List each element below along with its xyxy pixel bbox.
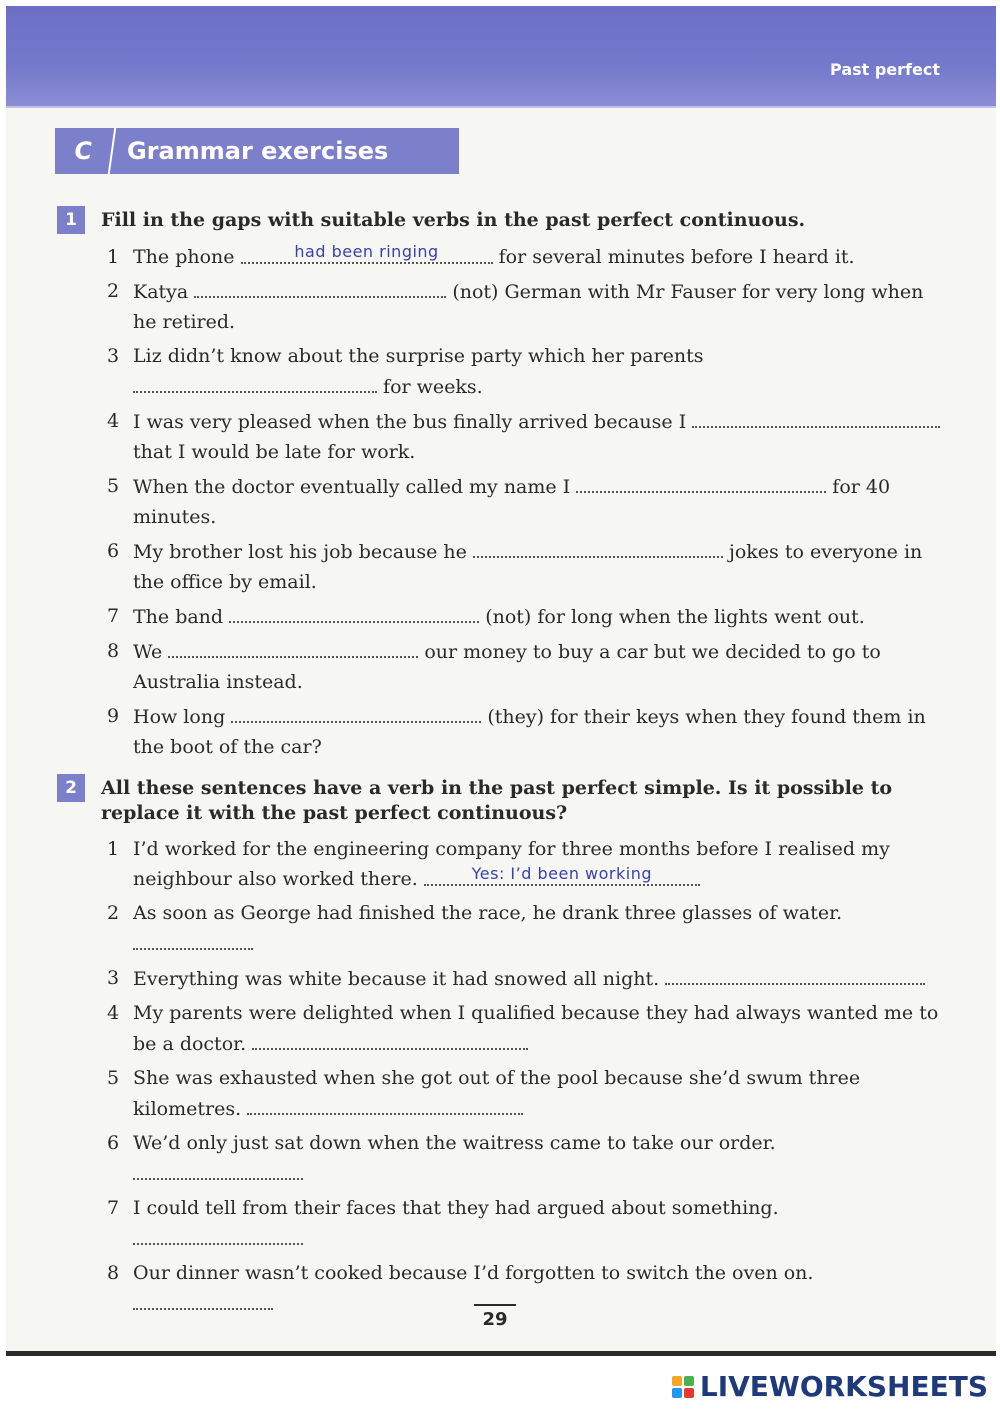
brand-footer[interactable] bbox=[672, 1370, 988, 1403]
answer-gap[interactable] bbox=[168, 636, 418, 658]
ex1-item bbox=[107, 341, 947, 402]
exercise-2-instruction: All these sentences have a verb in the past perfect simple. Is it possible to replace it with the past perfect continuous? bbox=[101, 777, 893, 824]
item-text-before: The band bbox=[133, 606, 224, 628]
item-text-before: Liz didn’t know about the surprise party which her parents bbox=[133, 345, 704, 367]
item-text: Everything was white because it had snowed all night. bbox=[133, 968, 660, 990]
answer-gap[interactable] bbox=[665, 963, 925, 985]
item-text-before: How long bbox=[133, 706, 226, 728]
item-number: 7 bbox=[107, 1197, 120, 1219]
ex2-item bbox=[107, 963, 947, 994]
item-number: 6 bbox=[107, 1132, 120, 1154]
ex1-item bbox=[107, 601, 947, 632]
item-number: 1 bbox=[107, 246, 120, 268]
ex2-item bbox=[107, 1063, 947, 1124]
item-number: 7 bbox=[107, 605, 120, 627]
ex2-item bbox=[107, 834, 947, 894]
item-number: 2 bbox=[107, 902, 120, 924]
item-number: 8 bbox=[107, 640, 120, 662]
answer-gap[interactable] bbox=[133, 928, 253, 950]
item-number: 3 bbox=[107, 967, 120, 989]
answer-gap[interactable] bbox=[133, 1288, 273, 1310]
exercise-2-badge: 2 bbox=[57, 774, 85, 802]
ex1-item bbox=[107, 242, 947, 272]
answer-gap[interactable] bbox=[424, 864, 700, 886]
item-number: 8 bbox=[107, 1262, 120, 1284]
ex2-item bbox=[107, 1258, 947, 1319]
answer-gap[interactable] bbox=[247, 1093, 523, 1115]
item-number: 5 bbox=[107, 475, 120, 497]
item-text-after: (they) for their keys when they found them in the boot of the car? bbox=[133, 706, 926, 758]
answer-gap[interactable] bbox=[576, 471, 826, 493]
section-title: Grammar exercises bbox=[127, 137, 389, 165]
item-text-after: (not) German with Mr Fauser for very long when he retired. bbox=[133, 281, 924, 333]
item-number: 9 bbox=[107, 705, 120, 727]
ex2-item bbox=[107, 998, 947, 1059]
item-text-before: We bbox=[133, 641, 163, 663]
item-text: As soon as George had finished the race, he drank three glasses of water. bbox=[133, 902, 843, 924]
item-number: 3 bbox=[107, 345, 120, 367]
brand-name: LIVEWORKSHEETS bbox=[699, 1370, 988, 1403]
chapter-label: Past perfect bbox=[830, 60, 940, 79]
liveworksheets-logo-icon bbox=[672, 1376, 694, 1398]
item-text-after: jokes to everyone in the office by email. bbox=[133, 541, 923, 593]
item-number: 2 bbox=[107, 280, 120, 302]
item-text-after: our money to buy a car but we decided to go to Australia instead. bbox=[133, 641, 881, 693]
exercise-1-badge: 1 bbox=[57, 206, 85, 234]
item-number: 1 bbox=[107, 838, 120, 860]
exercise-1 bbox=[57, 208, 947, 766]
item-text: I could tell from their faces that they had argued about something. bbox=[133, 1197, 779, 1219]
answer-gap[interactable] bbox=[241, 242, 493, 264]
item-number: 6 bbox=[107, 540, 120, 562]
ex2-item bbox=[107, 898, 947, 959]
ex1-item bbox=[107, 636, 947, 697]
exercise-1-instruction: Fill in the gaps with suitable verbs in the past perfect continuous. bbox=[101, 209, 806, 231]
section-letter: C bbox=[52, 128, 116, 174]
ex1-item bbox=[107, 276, 947, 337]
ex1-item bbox=[107, 536, 947, 597]
answer-gap[interactable] bbox=[229, 601, 479, 623]
item-text: My parents were delighted when I qualified because they had always wanted me to be a doctor. bbox=[133, 1002, 939, 1055]
item-number: 4 bbox=[107, 1002, 120, 1024]
filled-answer: Yes: I’d been working bbox=[471, 864, 653, 883]
answer-gap[interactable] bbox=[692, 406, 940, 428]
ex2-item bbox=[107, 1128, 947, 1189]
ex1-item bbox=[107, 406, 947, 467]
ex2-item bbox=[107, 1193, 947, 1254]
ex1-item bbox=[107, 701, 947, 762]
item-text-before: The phone bbox=[133, 246, 235, 268]
answer-gap[interactable] bbox=[133, 371, 377, 393]
item-number: 4 bbox=[107, 410, 120, 432]
header-band bbox=[6, 6, 996, 108]
item-text-before: I was very pleased when the bus finally arrived because I bbox=[133, 411, 687, 433]
item-text-before: My brother lost his job because he bbox=[133, 541, 467, 563]
exercise-2 bbox=[57, 776, 947, 1323]
answer-gap[interactable] bbox=[252, 1028, 528, 1050]
section-heading bbox=[55, 128, 459, 174]
item-text: We’d only just sat down when the waitress came to take our order. bbox=[133, 1132, 776, 1154]
item-text: Our dinner wasn’t cooked because I’d forgotten to switch the oven on. bbox=[133, 1262, 814, 1284]
answer-gap[interactable] bbox=[473, 536, 723, 558]
item-text-after: that I would be late for work. bbox=[133, 441, 416, 463]
item-text: She was exhausted when she got out of the pool because she’d swum three kilometres. bbox=[133, 1067, 861, 1120]
page-number: 29 bbox=[474, 1304, 516, 1330]
item-text: I’d worked for the engineering company for three months before I realised my neighbour also worked there. bbox=[133, 838, 890, 890]
answer-gap[interactable] bbox=[194, 276, 446, 298]
answer-gap[interactable] bbox=[133, 1158, 303, 1180]
ex1-item bbox=[107, 471, 947, 532]
item-text-after: for weeks. bbox=[383, 376, 483, 398]
item-text-before: Katya bbox=[133, 281, 189, 303]
answer-gap[interactable] bbox=[133, 1223, 303, 1245]
item-text-after: for several minutes before I heard it. bbox=[498, 246, 855, 268]
item-number: 5 bbox=[107, 1067, 120, 1089]
answer-gap[interactable] bbox=[231, 701, 481, 723]
item-text-before: When the doctor eventually called my name I bbox=[133, 476, 571, 498]
filled-answer: had been ringing bbox=[294, 242, 439, 261]
item-text-after: (not) for long when the lights went out. bbox=[485, 606, 865, 628]
item-text-after: for 40 minutes. bbox=[133, 476, 891, 528]
